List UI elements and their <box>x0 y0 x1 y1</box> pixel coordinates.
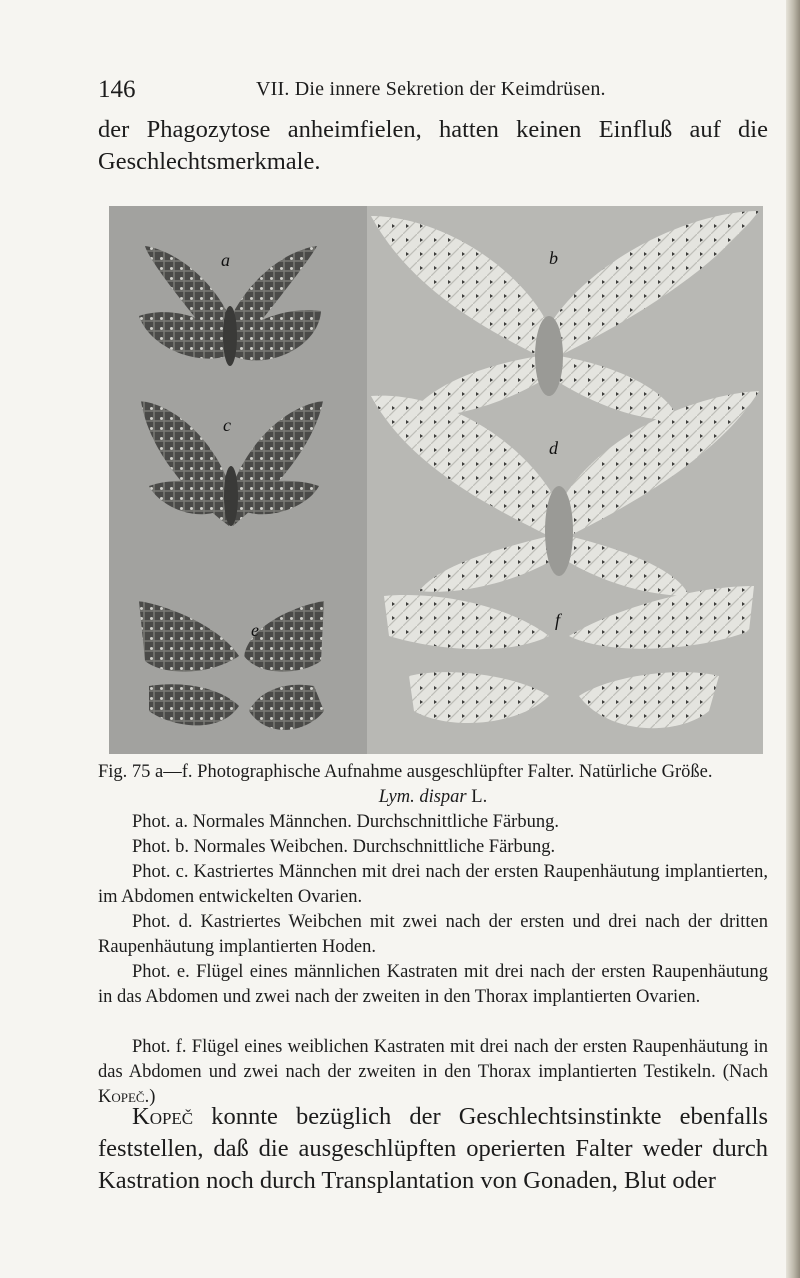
body-text: konnte bezüglich der Geschlechtsinstinkte ebenfalls feststellen, daß die ausgeschlüpften operierten Falter weder durch Kastration noch durch Transplantation von Gonaden, Blut oder <box>98 1103 768 1194</box>
page-header <box>98 76 680 106</box>
species-name: Lym. dispar <box>378 787 467 807</box>
figure-species <box>98 785 768 810</box>
caption-item-f-author: Kopeč <box>98 1087 145 1107</box>
label-d: d <box>549 438 558 458</box>
label-e: e <box>251 620 259 640</box>
figure-caption-title: Fig. 75 a—f. Photographische Aufnahme ausgeschlüpfter Falter. Natürliche Größe. <box>98 762 713 782</box>
caption-item-f-end: .) <box>144 1087 156 1107</box>
intro-paragraph: der Phagozytose anheimfielen, hatten keinen Einfluß auf die Geschlechtsmerkmale. <box>98 116 768 175</box>
caption-item-c: Phot. c. Kastriertes Männchen mit drei nach der ersten Raupenhäutung implantierten, im Abdomen entwickelten Ovarien. <box>98 862 768 907</box>
caption-item-a: Phot. a. Normales Männchen. Durchschnittliche Färbung. <box>132 812 559 832</box>
body-author: Kopeč <box>132 1103 194 1130</box>
figure-plate <box>109 206 763 754</box>
label-a: a <box>221 250 230 270</box>
caption-item-f-text: Phot. f. Flügel eines weiblichen Kastraten mit drei nach der ersten Raupenhäutung in das Abdomen und zwei nach der zweiten in den Thorax implantierten Testikeln. (Nach <box>98 1037 768 1082</box>
running-head: VII. Die innere Sekretion der Keimdrüsen. <box>256 78 606 100</box>
label-f: f <box>555 610 561 630</box>
moth-photographs <box>109 206 763 754</box>
caption-item-e: Phot. e. Flügel eines männlichen Kastraten mit drei nach der ersten Raupenhäutung in das Abdomen und zwei nach der zweiten in den Thorax implantierten Ovarien. <box>98 962 768 1007</box>
body-paragraph <box>98 1101 768 1197</box>
page-edge-shadow <box>786 0 800 1278</box>
label-c: c <box>223 415 231 435</box>
caption-item-f <box>98 1035 768 1110</box>
label-b: b <box>549 248 558 268</box>
species-author: L. <box>471 787 488 807</box>
caption-item-b: Phot. b. Normales Weibchen. Durchschnittliche Färbung. <box>132 837 556 857</box>
caption-item-d: Phot. d. Kastriertes Weibchen mit zwei nach der ersten und drei nach der dritten Raupenhäutung implantierten Hoden. <box>98 912 768 957</box>
page-number: 146 <box>98 76 136 103</box>
